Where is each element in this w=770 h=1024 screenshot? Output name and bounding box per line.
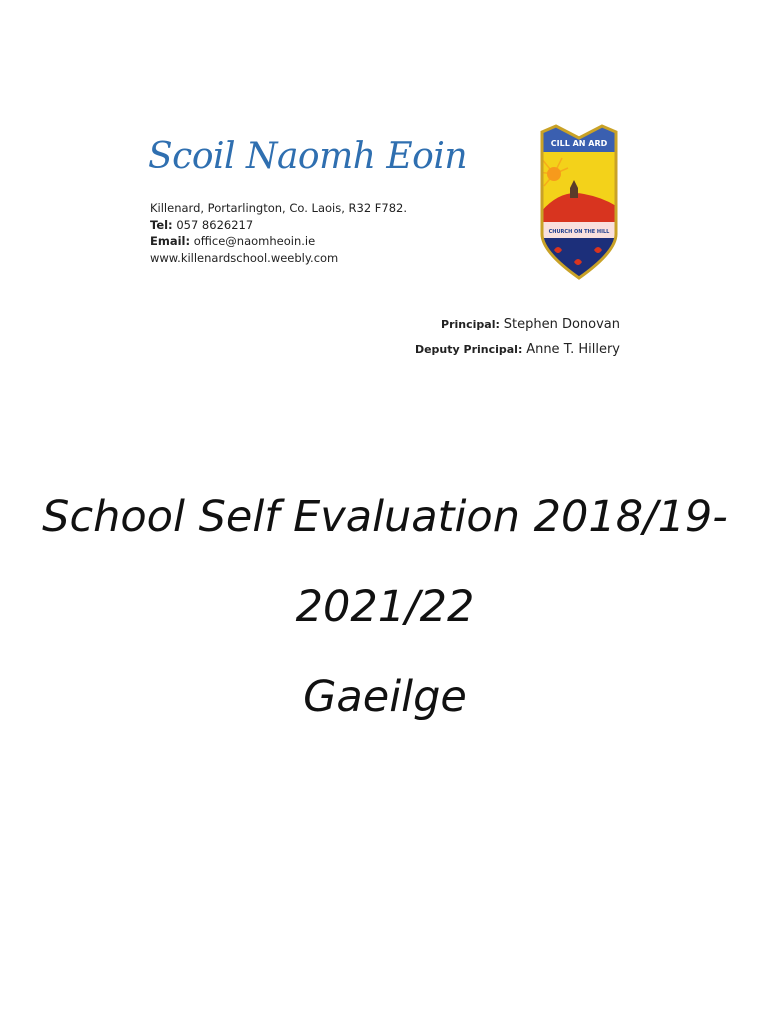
staff-block bbox=[415, 312, 620, 362]
principal-line bbox=[415, 312, 620, 337]
principal-label: Principal: bbox=[441, 318, 500, 331]
document-title bbox=[0, 472, 770, 742]
email-line bbox=[150, 233, 407, 250]
tel-value: 057 8626217 bbox=[176, 217, 254, 232]
title-line-1: School Self Evaluation 2018/19- bbox=[42, 492, 728, 542]
principal-name: Stephen Donovan bbox=[503, 317, 620, 332]
title-line-3: Gaeilge bbox=[303, 672, 467, 722]
email-label: Email: bbox=[150, 234, 191, 248]
school-crest-logo bbox=[536, 122, 622, 284]
crest-bottom-text: CHURCH ON THE HILL bbox=[548, 229, 610, 235]
crest-top-text: CILL AN ARD bbox=[550, 139, 608, 148]
tel-line bbox=[150, 217, 407, 234]
title-line-2: 2021/22 bbox=[295, 582, 475, 632]
contact-block bbox=[150, 200, 407, 266]
address-line: Killenard, Portarlington, Co. Laois, R32 F782. bbox=[150, 201, 408, 215]
email-value: office@naomheoin.ie bbox=[193, 234, 316, 248]
school-name: Scoil Naomh Eoin bbox=[148, 136, 468, 177]
deputy-label: Deputy Principal: bbox=[414, 343, 523, 356]
deputy-name: Anne T. Hillery bbox=[526, 342, 620, 357]
tel-label: Tel: bbox=[150, 217, 173, 232]
deputy-line bbox=[415, 337, 620, 362]
website-line: www.killenardschool.weebly.com bbox=[150, 250, 339, 265]
